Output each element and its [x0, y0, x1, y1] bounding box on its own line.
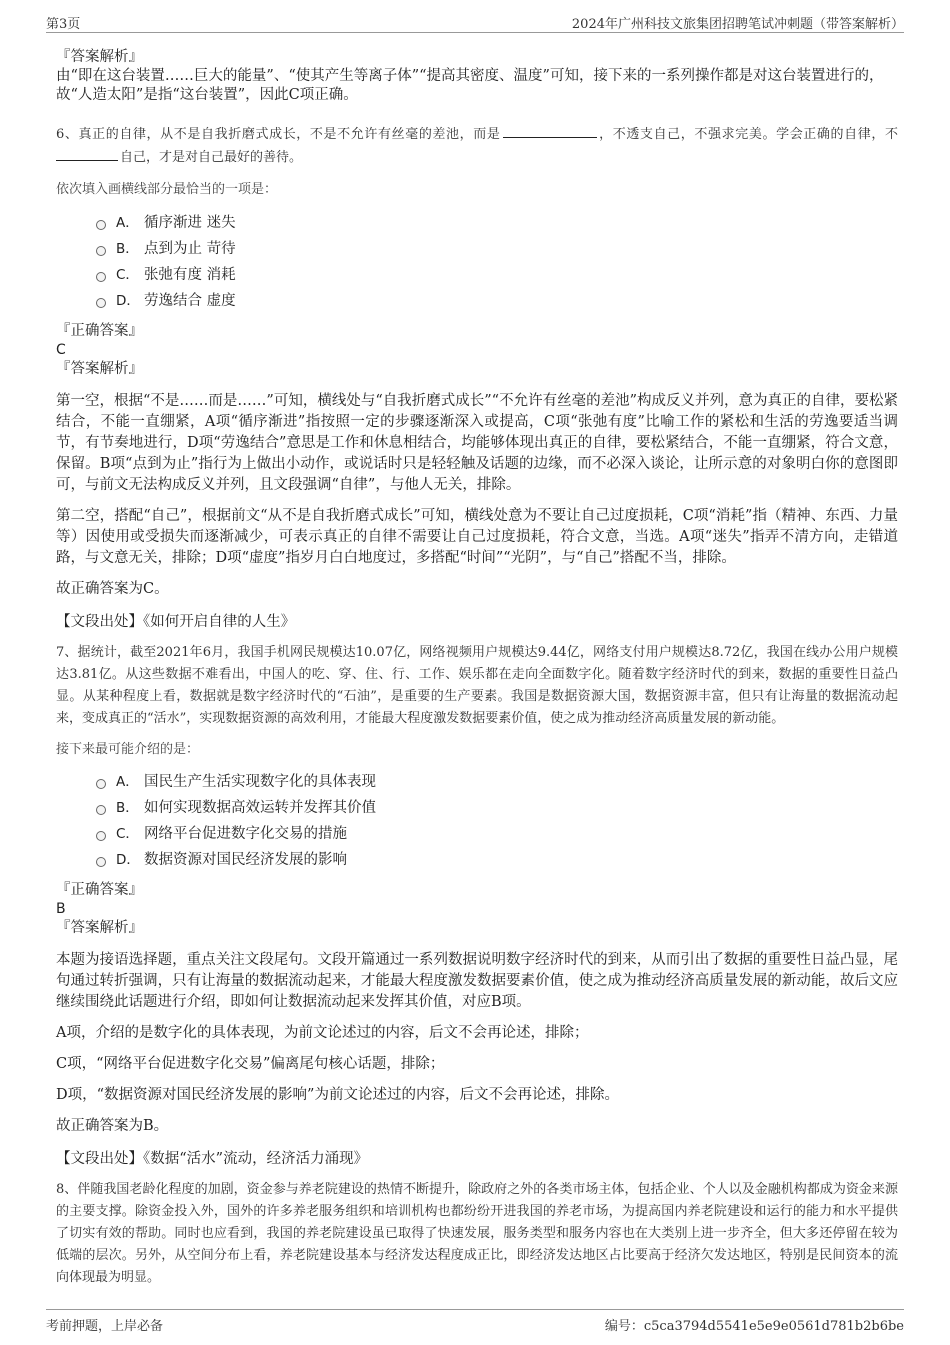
footer-slogan: 考前押题，上岸必备	[46, 1319, 164, 1334]
document-title: 2024年广州科技文旅集团招聘笔试冲刺题（带答案解析）	[571, 17, 904, 32]
blank-2	[56, 146, 118, 161]
analysis-paragraph: A项，介绍的是数字化的具体表现，为前文论述过的内容，后文不会再论述，排除；	[56, 1025, 589, 1041]
source: 【文段出处】《如何开启自律的人生》	[56, 614, 296, 630]
analysis-label: 『答案解析』	[56, 361, 143, 377]
question-7-options	[56, 769, 898, 873]
source: 【文段出处】《数据“活水”流动，经济活力涌现》	[56, 1151, 369, 1167]
question-8-text: 8、伴随我国老龄化程度的加剧，资金参与养老院建设的热情不断提升，除政府之外的各类市场主体，包括企业、个人以及金融机构都成为资金来源的主要支撑。除资金投入外，国外的许多养老服务组织和培训机构也都纷纷开进我国的养老市场，为提高国内养老院建设和运行的能力和水平提供了切实有效的帮助。同时也应看到，我国的养老院建设虽已取得了快速发展，服务类型和服务内容也在大类别上进一步齐全，但大多还停留在较为低端的层次。另外，从空间分布上看，养老院建设基本与经济发达程度成正比，即经济发达地区占比要高于经济欠发达地区，特别是民间资本的流向体现最为明显。	[56, 1182, 898, 1285]
correct-answer: C	[56, 342, 66, 358]
question-7-prompt: 接下来最可能介绍的是：	[56, 742, 200, 757]
question-6-options	[56, 210, 898, 314]
radio-icon[interactable]	[96, 805, 106, 815]
analysis-paragraph: C项，“网络平台促进数字化交易”偏离尾句核心话题，排除；	[56, 1056, 445, 1072]
option-d[interactable]: D． 劳逸结合 虚度	[96, 288, 898, 314]
analysis-paragraph: 本题为接语选择题，重点关注文段尾句。文段开篇通过一系列数据说明数字经济时代的到来，从而引出了数据的重要性日益凸显，尾句通过转折强调，只有让海量的数据流动起来，才能最大程度激发数据要素价值，使之成为推动经济高质量发展的新动能，故后文应继续围绕此话题进行介绍，即如何让数据流动起来发挥其价值，对应B项。	[56, 952, 898, 1010]
document-content	[56, 40, 898, 1289]
option-c[interactable]: C． 网络平台促进数字化交易的措施	[96, 821, 898, 847]
radio-icon[interactable]	[96, 272, 106, 282]
option-d[interactable]: D． 数据资源对国民经济发展的影响	[96, 847, 898, 873]
option-a[interactable]: A． 循序渐进 迷失	[96, 210, 898, 236]
analysis-label: 『答案解析』	[56, 49, 143, 65]
blank-1	[503, 123, 597, 138]
radio-icon[interactable]	[96, 298, 106, 308]
document-id: 编号：c5ca3794d5541e5e9e0561d781b2b6be	[604, 1319, 904, 1334]
option-b[interactable]: B． 如何实现数据高效运转并发挥其价值	[96, 795, 898, 821]
analysis-paragraph: D项，“数据资源对国民经济发展的影响”为前文论述过的内容，后文不会再论述，排除。	[56, 1087, 619, 1103]
question-6-prompt: 依次填入画横线部分最恰当的一项是：	[56, 182, 278, 197]
radio-icon[interactable]	[96, 779, 106, 789]
radio-icon[interactable]	[96, 246, 106, 256]
option-b[interactable]: B． 点到为止 苛待	[96, 236, 898, 262]
analysis-paragraph: 第一空，根据“不是……而是……”可知，横线处与“自我折磨式成长”“不允许有丝毫的差池”构成反义并列，意为真正的自律，要松紧结合，不能一直绷紧，A项“循序渐进”指按照一定的步骤逐渐深入或提高，C项“张弛有度”比喻工作的紧松和生活的劳逸要适当调节，有节奏地进行，D项“劳逸结合”意思是工作和休息相结合，均能够体现出真正的自律，要松紧结合，不能一直绷紧，符合文意，保留。B项“点到为止”指行为上做出小动作，或说话时只是轻轻触及话题的边缘，而不必深入谈论，让所示意的对象明白你的意图即可，与前文无法构成反义并列，且文段强调“自律”，与他人无关，排除。	[56, 393, 898, 493]
analysis-paragraph: 第二空，搭配“自己”，根据前文“从不是自我折磨式成长”可知，横线处意为不要让自己过度损耗，C项“消耗”指（精神、东西、力量等）因使用或受损失而逐渐减少，可表示真正的自律不需要让自己过度损耗，符合文意，当选。A项“迷失”指弄不清方向，走错道路，与文意无关，排除；D项“虚度”指岁月白白地度过，多搭配“时间”“光阴”，与“自己”搭配不当，排除。	[56, 508, 898, 566]
page-header	[46, 10, 904, 33]
option-c[interactable]: C． 张弛有度 消耗	[96, 262, 898, 288]
radio-icon[interactable]	[96, 220, 106, 230]
radio-icon[interactable]	[96, 831, 106, 841]
page-footer	[46, 1309, 904, 1332]
conclusion: 故正确答案为C。	[56, 581, 169, 597]
analysis-label: 『答案解析』	[56, 920, 143, 936]
analysis-text: 由“即在这台装置……巨大的能量”、“使其产生等离子体”“提高其密度、温度”可知，接下来的一系列操作都是对这台装置进行的，故“人造太阳”是指“这台装置”，因此C项正确。	[56, 68, 884, 103]
question-7-text: 7、据统计，截至2021年6月，我国手机网民规模达10.07亿，网络视频用户规模达9.44亿，网络支付用户规模达8.72亿，我国在线办公用户规模达3.81亿。从这些数据不难看出，中国人的吃、穿、住、行、工作、娱乐都在走向全面数字化。随着数字经济时代的到来，数据的重要性日益凸显。从某种程度上看，数据就是数字经济时代的“石油”，是重要的生产要素。我国是数据资源大国，数据资源丰富，但只有让海量的数据流动起来，变成真正的“活水”，实现数据资源的高效利用，才能最大程度激发数据要素价值，使之成为推动经济高质量发展的新动能。	[56, 645, 898, 726]
option-a[interactable]: A． 国民生产生活实现数字化的具体表现	[96, 769, 898, 795]
correct-answer: B	[56, 901, 66, 917]
correct-answer-label: 『正确答案』	[56, 323, 143, 339]
radio-icon[interactable]	[96, 857, 106, 867]
page-number: 第3页	[46, 17, 81, 32]
question-6-text: 6、真正的自律，从不是自我折磨式成长，不是不允许有丝毫的差池，而是 ，不透支自己，不强求完美。学会正确的自律，不自己，才是对自己最好的善待。	[56, 123, 898, 169]
conclusion: 故正确答案为B。	[56, 1118, 169, 1134]
correct-answer-label: 『正确答案』	[56, 882, 143, 898]
